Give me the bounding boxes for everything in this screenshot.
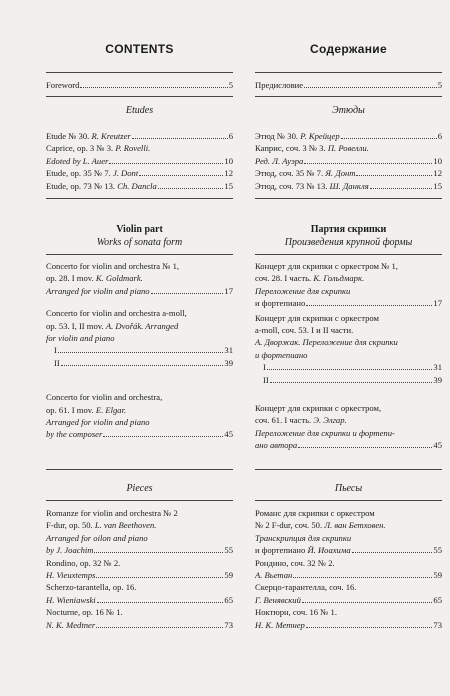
- divider: [46, 72, 233, 73]
- page-number: 73: [433, 619, 442, 630]
- page-number: 5: [437, 80, 442, 90]
- dot-leader: [103, 436, 223, 437]
- toc-entry[interactable]: [255, 130, 442, 142]
- section-title: Партия скрипки: [310, 224, 387, 235]
- entry-author: J. Dont: [112, 168, 139, 179]
- entry-title: [255, 414, 347, 426]
- page-number: 12: [433, 168, 442, 179]
- toc-entry: [46, 332, 233, 344]
- section-subtitle: Произведения крупной формы: [284, 237, 413, 248]
- divider: [46, 96, 233, 97]
- dot-leader: [370, 188, 433, 189]
- toc-entry: [46, 320, 233, 332]
- toc-entry[interactable]: [46, 569, 233, 581]
- entry-title: [255, 361, 266, 373]
- entry-author: Переложение для скрипки и фортепи-: [255, 427, 395, 438]
- entry-title: [46, 594, 96, 606]
- page-number: 65: [224, 594, 233, 605]
- page-number: 17: [433, 298, 442, 309]
- toc-entry[interactable]: [255, 155, 442, 167]
- entry-text: Concerto for violin and orchestra a-moll,: [46, 308, 187, 319]
- page-number: 6: [228, 131, 233, 141]
- toc-entry: [46, 557, 233, 569]
- toc-entry: [255, 349, 442, 361]
- section-subtitle: Works of sonata form: [96, 237, 183, 248]
- dot-leader: [96, 627, 223, 628]
- page-number: 59: [433, 570, 442, 580]
- entry-title: [255, 427, 395, 439]
- page-number: 45: [224, 429, 233, 440]
- entry-author: Л. ван Бетховен.: [324, 520, 386, 531]
- entry-title: [46, 320, 178, 332]
- entry-title: [46, 606, 123, 618]
- page-number: 17: [224, 285, 233, 296]
- page-number: 55: [433, 545, 442, 556]
- entry-title: [255, 544, 351, 556]
- divider: [255, 254, 442, 255]
- toc-entry: [255, 581, 442, 593]
- entry-author: K. Goldmark.: [95, 273, 143, 284]
- toc-entry: [255, 312, 442, 324]
- entry-author: Й. Иоахима: [307, 545, 351, 556]
- entry-author: Транскрипция для скрипки: [255, 532, 352, 543]
- entry-text: Скерцо-тарантелла, соч. 16.: [255, 582, 357, 593]
- entry-text: соч. 61. I часть.: [255, 415, 312, 426]
- entry-title: [255, 167, 355, 179]
- entry-text: II: [54, 357, 60, 368]
- dot-leader: [270, 382, 433, 383]
- page-number: 65: [433, 594, 442, 605]
- page-number: 6: [437, 131, 442, 141]
- entry-title: [255, 285, 350, 297]
- entry-author: Г. Венявский: [255, 594, 301, 605]
- dot-leader: [293, 577, 432, 578]
- entry-author: Переложение для скрипки: [255, 285, 351, 296]
- toc-entry[interactable]: [46, 344, 233, 356]
- toc-entry[interactable]: [255, 361, 442, 373]
- entry-text: Romanze for violin and orchestra № 2: [46, 508, 178, 518]
- entry-text: op. 53. I, II mov.: [46, 320, 104, 331]
- toc-entry[interactable]: [255, 374, 442, 386]
- dot-leader: [109, 163, 223, 164]
- toc-entry: [255, 285, 442, 297]
- entry-author: Arranged for oilon and piano: [46, 532, 148, 543]
- entry-title: [255, 142, 369, 154]
- dot-leader: [302, 602, 433, 603]
- toc-entry: [255, 402, 442, 414]
- divider: [255, 96, 442, 97]
- toc-entry: [255, 336, 442, 348]
- entry-title: [255, 324, 353, 336]
- entry-title: [46, 507, 178, 519]
- dot-leader: [61, 365, 224, 366]
- toc-entry[interactable]: [46, 619, 233, 631]
- page-number: 55: [224, 545, 233, 556]
- dot-leader: [306, 627, 433, 628]
- entry-author: Ш. Данкля: [329, 180, 369, 191]
- entry-text: I: [263, 362, 266, 373]
- dot-leader: [304, 163, 432, 164]
- toc-entry: [255, 427, 442, 439]
- section-violin-part: [46, 223, 233, 249]
- toc-entry: [255, 557, 442, 569]
- entry-title: [46, 167, 138, 179]
- entry-title: [255, 402, 381, 414]
- toc-entry[interactable]: [255, 544, 442, 556]
- entry-author: H. Wieniawski: [46, 594, 96, 605]
- page-number: 12: [224, 168, 233, 179]
- toc-entry[interactable]: [46, 130, 233, 142]
- entry-title: [255, 155, 303, 167]
- entry-title: [255, 297, 305, 309]
- toc-entry: [255, 142, 442, 154]
- entry-title: [255, 349, 307, 361]
- section-pieces: [255, 482, 442, 495]
- entry-title: [46, 332, 115, 344]
- entry-text: Концерт для скрипки с оркестром,: [255, 403, 382, 413]
- entry-author: P. Rovelli.: [115, 143, 151, 154]
- contents-heading: CONTENTS: [105, 42, 174, 56]
- entry-text: Романс для скрипки с оркестром: [255, 508, 375, 518]
- entry-text: Caprice, op. 3 № 3.: [46, 143, 114, 154]
- divider: [255, 198, 442, 199]
- toc-entry[interactable]: [46, 285, 233, 297]
- entry-text: Каприс, соч. 3 № 3.: [255, 143, 326, 154]
- toc-entry: [255, 260, 442, 272]
- entry-author: for violin and piano: [46, 333, 115, 343]
- entry-text: Concerto for violin and orchestra № 1,: [46, 261, 180, 271]
- entry-title: [255, 272, 364, 284]
- divider: [46, 198, 233, 199]
- entry-author: A. Dvořák. Arranged: [105, 320, 179, 331]
- entry-text: Этюд, соч. 73 № 13.: [255, 180, 328, 191]
- toc-entry[interactable]: [46, 544, 233, 556]
- page-number: 59: [224, 570, 233, 580]
- page-number: 5: [228, 80, 233, 90]
- page-number: 39: [224, 357, 233, 368]
- entry-title: [255, 619, 305, 631]
- entry-title: [46, 569, 95, 581]
- entry-title: [255, 532, 351, 544]
- entry-title: [255, 180, 369, 192]
- toc-entry[interactable]: [46, 167, 233, 179]
- entry-text: Концерт для скрипки с оркестром № 1,: [255, 261, 398, 271]
- page-number: 73: [224, 619, 233, 630]
- entry-title: [255, 312, 379, 324]
- toc-entry[interactable]: [255, 594, 442, 606]
- toc-entry: [46, 606, 233, 618]
- toc-entry: [46, 532, 233, 544]
- entry-title: [255, 336, 398, 348]
- entry-title: [255, 606, 337, 618]
- entry-text: op. 61. I mov.: [46, 404, 94, 415]
- entry-text: Etude, op. 35 № 7.: [46, 168, 111, 179]
- page-number: 10: [433, 155, 442, 166]
- entry-text: Rondino, op. 32 № 2.: [46, 557, 121, 568]
- entry-title: [46, 619, 95, 631]
- toc-entry[interactable]: [255, 167, 442, 179]
- entry-title: [46, 532, 148, 544]
- dot-leader: [306, 305, 432, 306]
- entry-title: [255, 519, 386, 531]
- section-title: Violin part: [116, 224, 163, 235]
- toc-entry: [255, 519, 442, 531]
- dot-leader: [356, 175, 432, 176]
- entry-author: by the composer: [46, 429, 103, 440]
- entry-author: Э. Элгар.: [313, 415, 347, 426]
- entry-author: А. Вьетан: [255, 570, 293, 580]
- entry-text: Scherzo-tarantella, op. 16.: [46, 582, 137, 593]
- toc-entry: [46, 142, 233, 154]
- entry-author: Arranged for violin and piano: [46, 417, 150, 427]
- toc-entry[interactable]: [46, 594, 233, 606]
- dot-leader: [267, 369, 433, 370]
- toc-entry: [255, 272, 442, 284]
- entry-text: Этюд № 30.: [255, 131, 299, 141]
- divider: [255, 469, 442, 470]
- toc-entry: [46, 581, 233, 593]
- dot-leader: [298, 447, 432, 448]
- section-etudes: [46, 104, 233, 117]
- toc-entry[interactable]: [46, 428, 233, 440]
- entry-title: [255, 130, 340, 142]
- toc-entry[interactable]: [46, 357, 233, 369]
- toc-entry: [255, 606, 442, 618]
- entry-title: [255, 374, 269, 386]
- entry-text: № 2 F-dur, соч. 50.: [255, 520, 323, 531]
- entry-title: [255, 569, 292, 581]
- entry-text: Nocturne, op. 16 № 1.: [46, 607, 123, 618]
- entry-title: [46, 272, 143, 284]
- entry-title: [46, 416, 150, 428]
- entry-text: Концерт для скрипки с оркестром: [255, 312, 379, 323]
- entry-author: Р. Крейцер: [300, 131, 340, 141]
- toc-entry[interactable]: [255, 439, 442, 451]
- toc-entry[interactable]: [255, 619, 442, 631]
- toc-entry: [46, 519, 233, 531]
- entry-text: F-dur, op. 50.: [46, 520, 93, 531]
- toc-entry: [46, 404, 233, 416]
- entry-title: [46, 155, 108, 167]
- divider: [255, 500, 442, 501]
- entry-author: Edoted by L. Auer: [46, 155, 109, 166]
- entry-title: Foreword: [46, 80, 80, 90]
- page-number: 15: [433, 180, 442, 191]
- toc-entry: [46, 416, 233, 428]
- dot-leader: [304, 87, 437, 88]
- dot-leader: [58, 352, 224, 353]
- section-title: Пьесы: [334, 483, 363, 494]
- entry-author: Я. Донт: [325, 168, 356, 179]
- dot-leader: [94, 552, 223, 553]
- toc-entry: [255, 414, 442, 426]
- toc-entry: [46, 260, 233, 272]
- entry-text: Concerto for violin and orchestra,: [46, 392, 163, 403]
- entry-text: и фортепиано: [255, 545, 306, 556]
- entry-title: [46, 404, 126, 416]
- toc-entry[interactable]: [46, 180, 233, 192]
- entry-title: [46, 307, 187, 319]
- entry-author: N. K. Medtner: [46, 619, 96, 630]
- entry-author: H. Vieuxtemps: [46, 570, 96, 580]
- entry-author: Ред. Л. Ауэра: [255, 155, 304, 166]
- entry-title: [46, 519, 156, 531]
- entry-title: [46, 357, 60, 369]
- entry-title: [46, 180, 157, 192]
- entry-title: [255, 439, 297, 451]
- toc-entry: [46, 272, 233, 284]
- entry-text: Etude, op. 73 № 13.: [46, 180, 116, 191]
- dot-leader: [151, 293, 224, 294]
- toc-entry: [255, 324, 442, 336]
- entry-title: [255, 594, 301, 606]
- dot-leader: [96, 577, 223, 578]
- toc-entry[interactable]: [255, 180, 442, 192]
- entry-text: a-moll, соч. 53. I и II части.: [255, 325, 354, 335]
- dot-leader: [80, 87, 227, 88]
- entry-author: R. Kreutzer: [91, 131, 131, 141]
- toc-entry-foreword[interactable]: [255, 79, 442, 91]
- entry-title: [46, 260, 179, 272]
- toc-entry: [46, 507, 233, 519]
- entry-title: [255, 507, 375, 519]
- entry-text: и фортепиано: [255, 298, 306, 309]
- entry-author: L. van Beethoven.: [94, 520, 157, 531]
- toc-entry-foreword[interactable]: [46, 79, 233, 91]
- entry-title: [46, 428, 102, 440]
- toc-entry: [46, 307, 233, 319]
- divider: [46, 500, 233, 501]
- toc-entry: [46, 391, 233, 403]
- section-title: Pieces: [126, 483, 153, 494]
- entry-title: [46, 130, 131, 142]
- toc-entry: [255, 507, 442, 519]
- section-pieces: [46, 482, 233, 495]
- section-violin-part: [255, 223, 442, 249]
- entry-text: Этюд, соч. 35 № 7.: [255, 168, 324, 179]
- entry-title: [46, 344, 57, 356]
- entry-title: [46, 544, 93, 556]
- section-etudes: [255, 104, 442, 117]
- section-title: Etudes: [125, 105, 154, 116]
- entry-text: II: [263, 374, 269, 385]
- divider: [46, 254, 233, 255]
- entry-title: [46, 557, 120, 569]
- page-number: 31: [433, 362, 442, 373]
- entry-author: Arranged for violin and piano: [46, 285, 150, 296]
- section-title: Этюды: [332, 105, 365, 116]
- page-number: 31: [224, 345, 233, 356]
- entry-author: К. Гольдмарк.: [313, 273, 365, 284]
- entry-author: и фортепиано: [255, 349, 308, 360]
- divider: [46, 469, 233, 470]
- dot-leader: [341, 138, 437, 139]
- dot-leader: [352, 552, 433, 553]
- entry-title: [255, 581, 356, 593]
- page-number: 10: [224, 155, 233, 166]
- page-number: 45: [433, 440, 442, 451]
- entry-text: соч. 28. I часть.: [255, 273, 312, 284]
- entry-author: А. Дворжак. Переложение для скрипки: [255, 337, 398, 348]
- toc-entry: [255, 532, 442, 544]
- toc-entry[interactable]: [255, 569, 442, 581]
- entry-text: Etude № 30.: [46, 131, 90, 141]
- entry-text: op. 28. I mov.: [46, 273, 94, 284]
- dot-leader: [158, 188, 224, 189]
- entry-title: [46, 285, 150, 297]
- entry-title: Предисловие: [255, 80, 304, 90]
- dot-leader: [97, 602, 224, 603]
- entry-title: [46, 581, 136, 593]
- page-number: 39: [433, 374, 442, 385]
- entry-title: [255, 260, 398, 272]
- entry-text: I: [54, 345, 57, 356]
- entry-author: Н. К. Метнер: [255, 619, 305, 630]
- page-number: 15: [224, 180, 233, 191]
- contents-heading: Содержание: [310, 42, 387, 56]
- entry-text: Ноктюрн, соч. 16 № 1.: [255, 607, 337, 618]
- entry-title: [46, 391, 162, 403]
- dot-leader: [139, 175, 223, 176]
- entry-author: ано автора: [255, 440, 298, 451]
- entry-author: E. Elgar.: [95, 404, 127, 415]
- divider: [255, 72, 442, 73]
- entry-author: Ch. Dancla: [117, 180, 157, 191]
- entry-title: [255, 557, 335, 569]
- toc-entry[interactable]: [46, 155, 233, 167]
- toc-entry[interactable]: [255, 297, 442, 309]
- entry-author: by J. Joachim: [46, 545, 94, 556]
- entry-title: [46, 142, 150, 154]
- entry-author: П. Ровелли.: [327, 143, 369, 154]
- dot-leader: [132, 138, 228, 139]
- entry-text: Рондино, соч. 32 № 2.: [255, 557, 335, 568]
